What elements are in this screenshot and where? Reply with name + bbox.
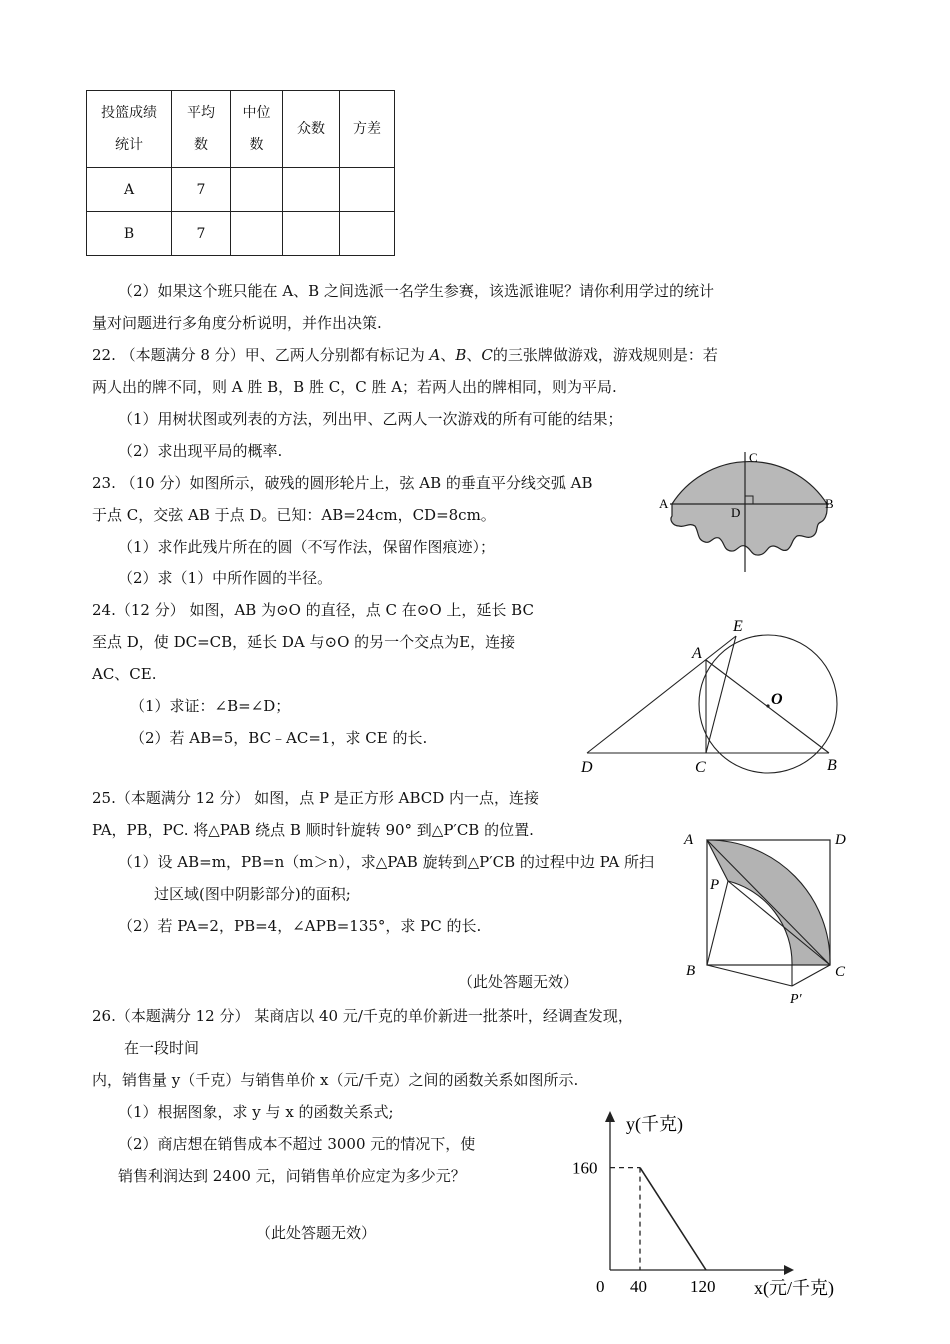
header-text: 平均 [187,105,215,121]
q26-line2: 在一段时间 [124,1039,200,1057]
label-b: B [825,496,834,511]
q24-part1: （1）求证：∠B=∠D； [130,697,291,715]
cell-variance [340,212,395,256]
q22-line1-pre: 22. （本题满分 8 分）甲、乙两人分别都有标记为 [92,346,430,364]
table-row [87,168,395,212]
cell-median [231,212,283,256]
label-b: B [686,963,696,979]
q22-card-a: A [429,346,441,364]
header-cell-median [231,91,283,168]
q26-part2-line2: 销售利润达到 2400 元，问销售单价应定为多少元？ [118,1167,466,1185]
q26-function-chart [566,1108,856,1308]
q25-square-figure [678,825,856,1005]
x-axis-arrow [784,1265,794,1275]
q25-part2: （2）若 PA=2，PB=4，∠APB=135°，求 PC 的长. [118,917,482,935]
q22-part2: （2）求出现平局的概率. [118,442,283,460]
q23-part1: （1）求作此残片所在的圆（不写作法，保留作图痕迹）； [118,538,496,556]
cell-mode [283,212,340,256]
q24-line1: 24.（12 分） 如图，AB 为⊙O 的直径，点 C 在⊙O 上，延长 BC [92,601,534,619]
q22-card-b: B [455,346,467,364]
q22-line2: 两人出的牌不同，则 A 胜 B，B 胜 C，C 胜 A；若两人出的牌相同，则为平局. [92,378,617,396]
header-cell-score [87,91,172,168]
q24-part2: （2）若 AB=5，BC﹣AC=1，求 CE 的长. [130,729,428,747]
label-c: C [835,964,846,980]
header-text: 数 [194,137,208,153]
table-row [87,212,395,256]
chart-marks [572,1159,716,1296]
label-d: D [835,832,846,848]
shaded-fragment [671,462,827,556]
q25-line2: PA，PB，PC. 将△PAB 绕点 B 顺时针旋转 90° 到△P′CB 的位置. [92,821,534,839]
q23-broken-wheel-figure [655,448,845,576]
header-text: 众数 [297,121,325,137]
q22-card-c: C [481,346,493,364]
x-axis-label: x(元/千克) [754,1278,834,1298]
q26-part2-line1: （2）商店想在销售成本不超过 3000 元的情况下，使 [118,1135,476,1153]
q22-line1 [92,344,718,365]
circle-o [699,635,837,773]
label-c: C [695,759,706,776]
q22-sep: 、 [466,346,482,364]
label-e: E [733,618,743,635]
x-tick-label-origin: 0 [596,1277,605,1296]
label-a: A [692,645,702,662]
label-a: A [684,832,694,848]
label-c: C [749,450,758,465]
q25-invalid-note: （此处答题无效） [458,973,579,991]
x-tick-label: 120 [690,1277,716,1296]
q22-sep: 、 [440,346,456,364]
q22-line1-post: 的三张牌做游戏，游戏规则是：若 [492,346,718,364]
series-line [640,1168,706,1270]
cell-mode [283,168,340,212]
cell-variance [340,168,395,212]
header-text: 中位 [242,105,271,121]
header-text: 统计 [115,137,143,153]
label-a: A [659,496,669,511]
q26-invalid-note: （此处答题无效） [256,1224,377,1242]
header-text: 方差 [353,121,381,137]
header-cell-variance [340,91,395,168]
label-d: D [581,759,593,776]
y-axis-arrow [605,1111,615,1122]
segment-p2c [792,965,830,986]
q21-part2-line1: （2）如果这个班只能在 A、B 之间选派一名学生参赛，该选派谁呢？请你利用学过的统计 [118,282,714,300]
segment-bp [707,881,728,965]
q24-line3: AC、CE. [92,665,157,683]
label-d: D [731,505,741,520]
line-de [587,636,736,753]
cell-name: A [87,168,172,212]
segment-bp2 [707,965,792,986]
cell-name: B [87,212,172,256]
table-header-row [87,91,395,168]
center-point [766,704,769,707]
q23-part2: （2）求（1）中所作圆的半径。 [118,569,333,587]
label-p-prime: P′ [790,992,802,1005]
cell-median [231,168,283,212]
q26-line1: 26.（本题满分 12 分） 某商店以 40 元/千克的单价新进一批茶叶，经调查发现， [92,1007,633,1025]
y-tick-label: 160 [572,1158,598,1178]
q21-part2-line2: 量对问题进行多角度分析说明，并作出决策. [92,314,382,332]
q23-line2: 于点 C，交弦 AB 于点 D。已知：AB=24cm，CD=8cm。 [92,506,496,524]
label-b: B [827,757,837,774]
header-text: 数 [249,137,264,153]
q25-part1-line1: （1）设 AB=m，PB=n（m＞n），求△PAB 旋转到△P′CB 的过程中边 PA 所扫 [118,853,654,871]
y-axis-label: y(千克) [626,1114,683,1134]
stats-table [86,90,395,256]
q23-line1: 23. （10 分）如图所示，破残的圆形轮片上，弦 AB 的垂直平分线交弧 AB [92,474,593,492]
cell-mean: 7 [172,212,231,256]
header-cell-mode [283,91,340,168]
q22-part1: （1）用树状图或列表的方法，列出甲、乙两人一次游戏的所有可能的结果； [118,410,623,428]
header-cell-mean [172,91,231,168]
label-p: P [710,877,720,893]
cell-mean: 7 [172,168,231,212]
q26-line3: 内，销售量 y（千克）与销售单价 x（元/千克）之间的函数关系如图所示. [92,1071,579,1089]
q25-part1-line2: 过区域(图中阴影部分)的面积; [154,885,351,903]
header-text: 投篮成绩 [101,105,157,121]
q24-line2: 至点 D，使 DC=CB，延长 DA 与⊙O 的另一个交点为E，连接 [92,633,516,651]
q25-line1: 25.（本题满分 12 分） 如图，点 P 是正方形 ABCD 内一点，连接 [92,789,540,807]
q26-part1: （1）根据图象，求 y 与 x 的函数关系式; [118,1103,394,1121]
label-o: O [771,691,783,708]
q24-circle-figure [575,612,850,777]
x-tick-label: 40 [630,1277,647,1296]
